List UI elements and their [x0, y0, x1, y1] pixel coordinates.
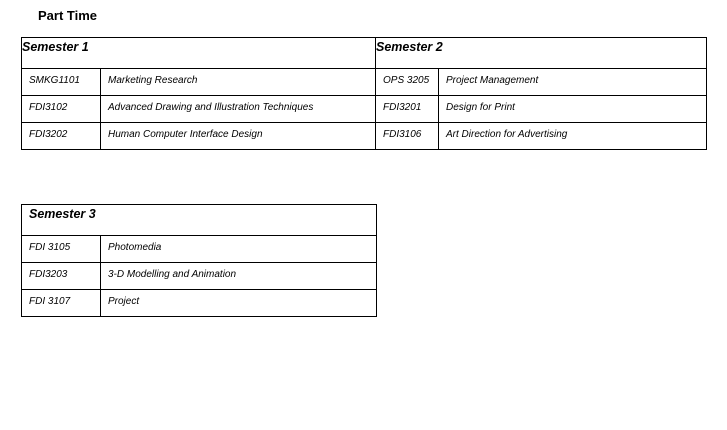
semester-2-heading: Semester 2 [376, 38, 707, 69]
table-row [22, 69, 707, 96]
table-row [22, 263, 377, 290]
course-name: Project Management [439, 69, 707, 96]
table-row [22, 290, 377, 317]
course-code: FDI3201 [376, 96, 439, 123]
table-row [22, 123, 707, 150]
page-title: Part Time [38, 8, 98, 23]
table-header-row [22, 38, 707, 69]
course-code: FDI3102 [22, 96, 101, 123]
semester-1-heading: Semester 1 [22, 38, 376, 69]
course-name: 3-D Modelling and Animation [101, 263, 377, 290]
course-name: Human Computer Interface Design [101, 123, 376, 150]
semester-3-table [21, 204, 377, 317]
course-name: Advanced Drawing and Illustration Techniques [101, 96, 376, 123]
course-name: Project [101, 290, 377, 317]
table-row [22, 236, 377, 263]
course-name: Photomedia [101, 236, 377, 263]
course-code: SMKG1101 [22, 69, 101, 96]
semester-3-heading: Semester 3 [22, 205, 377, 236]
course-code: FDI3202 [22, 123, 101, 150]
course-code: FDI 3105 [22, 236, 101, 263]
course-name: Art Direction for Advertising [439, 123, 707, 150]
course-name: Design for Print [439, 96, 707, 123]
course-code: FDI 3107 [22, 290, 101, 317]
table-row [22, 96, 707, 123]
table-header-row [22, 205, 377, 236]
semester-1-2-table [21, 37, 707, 150]
course-code: FDI3106 [376, 123, 439, 150]
course-name: Marketing Research [101, 69, 376, 96]
course-code: OPS 3205 [376, 69, 439, 96]
course-code: FDI3203 [22, 263, 101, 290]
